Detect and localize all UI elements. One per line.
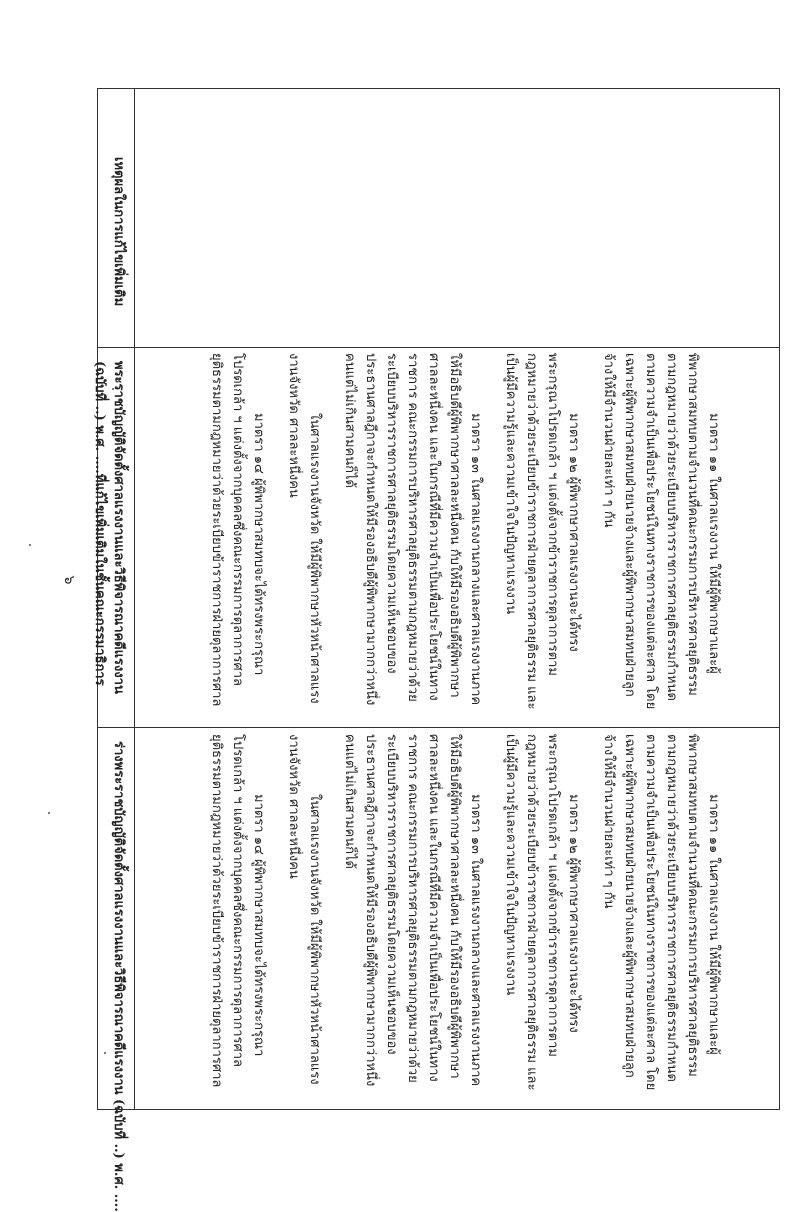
text-line: พระกรุณาโปรดเกล้า ฯ แต่งตั้งจากข้าราชการตุลาการตาม bbox=[544, 353, 560, 676]
text-line: จ้างให้มีจำนวนฝ่ายละเท่า ๆ กัน bbox=[600, 353, 616, 528]
text-line: มาตรา ๑๓ ในศาลแรงงานกลางและศาลแรงงานภาค bbox=[467, 413, 483, 706]
text-line: งานจังหวัด ศาลละหนึ่งคน bbox=[285, 353, 301, 498]
text-line: ศาลละหนึ่งคน และในกรณีที่มีความจำเป็นเพื่อประโยชน์ในทาง bbox=[425, 353, 441, 701]
text-line: ระเบียบบริหารราชการศาลยุติธรรมโดยความเห็นชอบของ bbox=[383, 353, 399, 674]
text-line: กฎหมายว่าด้วยระเบียบข้าราชการฝ่ายตุลาการศาลยุติธรรม และ bbox=[523, 734, 539, 1091]
text-line: ประธานศาลฎีกาจะกำหนดให้มีรองอธิบดีผู้พิพากษามากกว่าหนึ่ง bbox=[362, 353, 378, 706]
text-line: มาตรา ๑๑ ในศาลแรงงาน ให้มีผู้พิพากษาและผู้ bbox=[705, 413, 721, 674]
text-line: เฉพาะผู้พิพากษาสมทบฝ่ายนายจ้างและผู้พิพากษาสมทบฝ่ายลูก bbox=[621, 353, 637, 697]
section-paragraph bbox=[339, 734, 486, 1104]
section-paragraph bbox=[206, 734, 269, 1104]
section-paragraph bbox=[339, 353, 486, 723]
text-line: ประธานศาลฎีกาจะกำหนดให้มีรองอธิบดีผู้พิพากษามากกว่าหนึ่ง bbox=[362, 734, 378, 1087]
text-line: เป็นผู้มีความรู้และความเข้าใจในปัญหาแรงงาน bbox=[502, 734, 518, 996]
text-line: โปรดเกล้า ฯ แต่งตั้งจากบุคคลซึ่งคณะกรรมการตุลาการศาล bbox=[229, 734, 245, 1068]
text-line: จ้างให้มีจำนวนฝ่ายละเท่า ๆ กัน bbox=[600, 734, 616, 909]
section-paragraph bbox=[500, 734, 584, 1104]
text-line: ตามความจำเป็นเพื่อประโยชน์ในทางราชการของแต่ละศาล โดย bbox=[642, 734, 658, 1091]
reason-cell bbox=[136, 89, 779, 347]
text-line: ศาลละหนึ่งคน และในกรณีที่มีความจำเป็นเพื่อประโยชน์ในทาง bbox=[425, 734, 441, 1082]
text-line: ระเบียบบริหารราชการศาลยุติธรรมโดยความเห็นชอบของ bbox=[383, 734, 399, 1055]
header-divider bbox=[134, 89, 135, 1109]
scan-speck bbox=[48, 812, 50, 814]
header-amendment: พระราชบัญญัติจัดตั้งศาลแรงงานและวิธีพิจารณาคดีแรงงาน (ฉบับที่ ..) พ.ศ. ....ที่แก้ไขเพิ่มเติมในชั้นคณะกรรมาธิการ bbox=[92, 361, 126, 694]
text-line: ราชการ คณะกรรมการบริหารศาลยุติธรรมตามกฎหมายว่าด้วย bbox=[404, 734, 420, 1083]
text-line: ตามความจำเป็นเพื่อประโยชน์ในทางราชการของแต่ละศาล โดย bbox=[642, 353, 658, 710]
text-line: กฎหมายว่าด้วยระเบียบข้าราชการฝ่ายตุลาการศาลยุติธรรม และ bbox=[523, 353, 539, 710]
text-line: พิพากษาสมทบตามจำนวนที่คณะกรรมการบริหารศาลยุติธรรม bbox=[684, 734, 700, 1077]
text-line: ให้มีอธิบดีผู้พิพากษาศาลละหนึ่งคน กับให้มีรองอธิบดีผู้พิพากษา bbox=[446, 734, 462, 1079]
text-line: ในศาลแรงงานจังหวัด ให้มีผู้พิพากษาหัวหน้าศาลแรง bbox=[306, 794, 322, 1085]
text-line: มาตรา ๑๔ ผู้พิพากษาสมทบจะได้ทรงพระกรุณา bbox=[250, 794, 266, 1057]
text-line: งานจังหวัด ศาลละหนึ่งคน bbox=[285, 734, 301, 879]
section-paragraph bbox=[206, 353, 269, 723]
text-line: พิพากษาสมทบตามจำนวนที่คณะกรรมการบริหารศาลยุติธรรม bbox=[684, 353, 700, 696]
amendment-cell bbox=[136, 349, 779, 727]
text-line: มาตรา ๑๒ ผู้พิพากษาศาลแรงงานจะได้ทรง bbox=[565, 794, 581, 1033]
header-current-law: ร่างพระราชบัญญัติจัดตั้งศาลแรงงานและวิธีพิจารณาคดีแรงงาน (ฉบับที่ ..) พ.ศ. .... bbox=[111, 741, 126, 1212]
current-law-cell bbox=[136, 729, 779, 1109]
text-line: มาตรา ๑๔ ผู้พิพากษาสมทบจะได้ทรงพระกรุณา bbox=[250, 413, 266, 676]
text-line: ให้มีอธิบดีผู้พิพากษาศาลละหนึ่งคน กับให้มีรองอธิบดีผู้พิพากษา bbox=[446, 353, 462, 698]
section-paragraph bbox=[283, 734, 325, 1104]
text-line: มาตรา ๑๓ ในศาลแรงงานกลางและศาลแรงงานภาค bbox=[467, 794, 483, 1087]
text-line: มาตรา ๑๑ ในศาลแรงงาน ให้มีผู้พิพากษาและผู้ bbox=[705, 794, 721, 1055]
text-line: ยุติธรรมตามกฎหมายว่าด้วยระเบียบข้าราชการฝ่ายตุลาการศาล bbox=[208, 734, 224, 1088]
text-line: ในศาลแรงงานจังหวัด ให้มีผู้พิพากษาหัวหน้าศาลแรง bbox=[306, 413, 322, 704]
text-line: ยุติธรรมตามกฎหมายว่าด้วยระเบียบข้าราชการฝ่ายตุลาการศาล bbox=[208, 353, 224, 707]
text-line: โปรดเกล้า ฯ แต่งตั้งจากบุคคลซึ่งคณะกรรมการตุลาการศาล bbox=[229, 353, 245, 687]
text-line: ตามกฎหมายว่าด้วยระเบียบบริหารราชการศาลยุติธรรมกำหนด bbox=[663, 353, 679, 701]
text-line: คนแต่ไม่เกินสามคนก็ได้ bbox=[341, 734, 357, 869]
column-divider bbox=[98, 727, 779, 728]
text-line: ราชการ คณะกรรมการบริหารศาลยุติธรรมตามกฎหมายว่าด้วย bbox=[404, 353, 420, 702]
comparison-table bbox=[92, 88, 780, 1212]
text-line: มาตรา ๑๒ ผู้พิพากษาศาลแรงงานจะได้ทรง bbox=[565, 413, 581, 652]
section-paragraph bbox=[598, 734, 724, 1104]
section-paragraph bbox=[500, 353, 584, 723]
page-number: ๖ bbox=[61, 575, 77, 585]
text-line: คนแต่ไม่เกินสามคนก็ได้ bbox=[341, 353, 357, 488]
section-paragraph bbox=[283, 353, 325, 723]
header-reason: เหตุผลในการแก้ไขเพิ่มเติม bbox=[111, 157, 126, 307]
scan-speck bbox=[29, 544, 31, 546]
column-divider bbox=[98, 347, 779, 348]
section-paragraph bbox=[598, 353, 724, 723]
text-line: เฉพาะผู้พิพากษาสมทบฝ่ายนายจ้างและผู้พิพากษาสมทบฝ่ายลูก bbox=[621, 734, 637, 1078]
text-line: เป็นผู้มีความรู้และความเข้าใจในปัญหาแรงงาน bbox=[502, 353, 518, 615]
text-line: พระกรุณาโปรดเกล้า ฯ แต่งตั้งจากข้าราชการตุลาการตาม bbox=[544, 734, 560, 1057]
text-line: ตามกฎหมายว่าด้วยระเบียบบริหารราชการศาลยุติธรรมกำหนด bbox=[663, 734, 679, 1082]
